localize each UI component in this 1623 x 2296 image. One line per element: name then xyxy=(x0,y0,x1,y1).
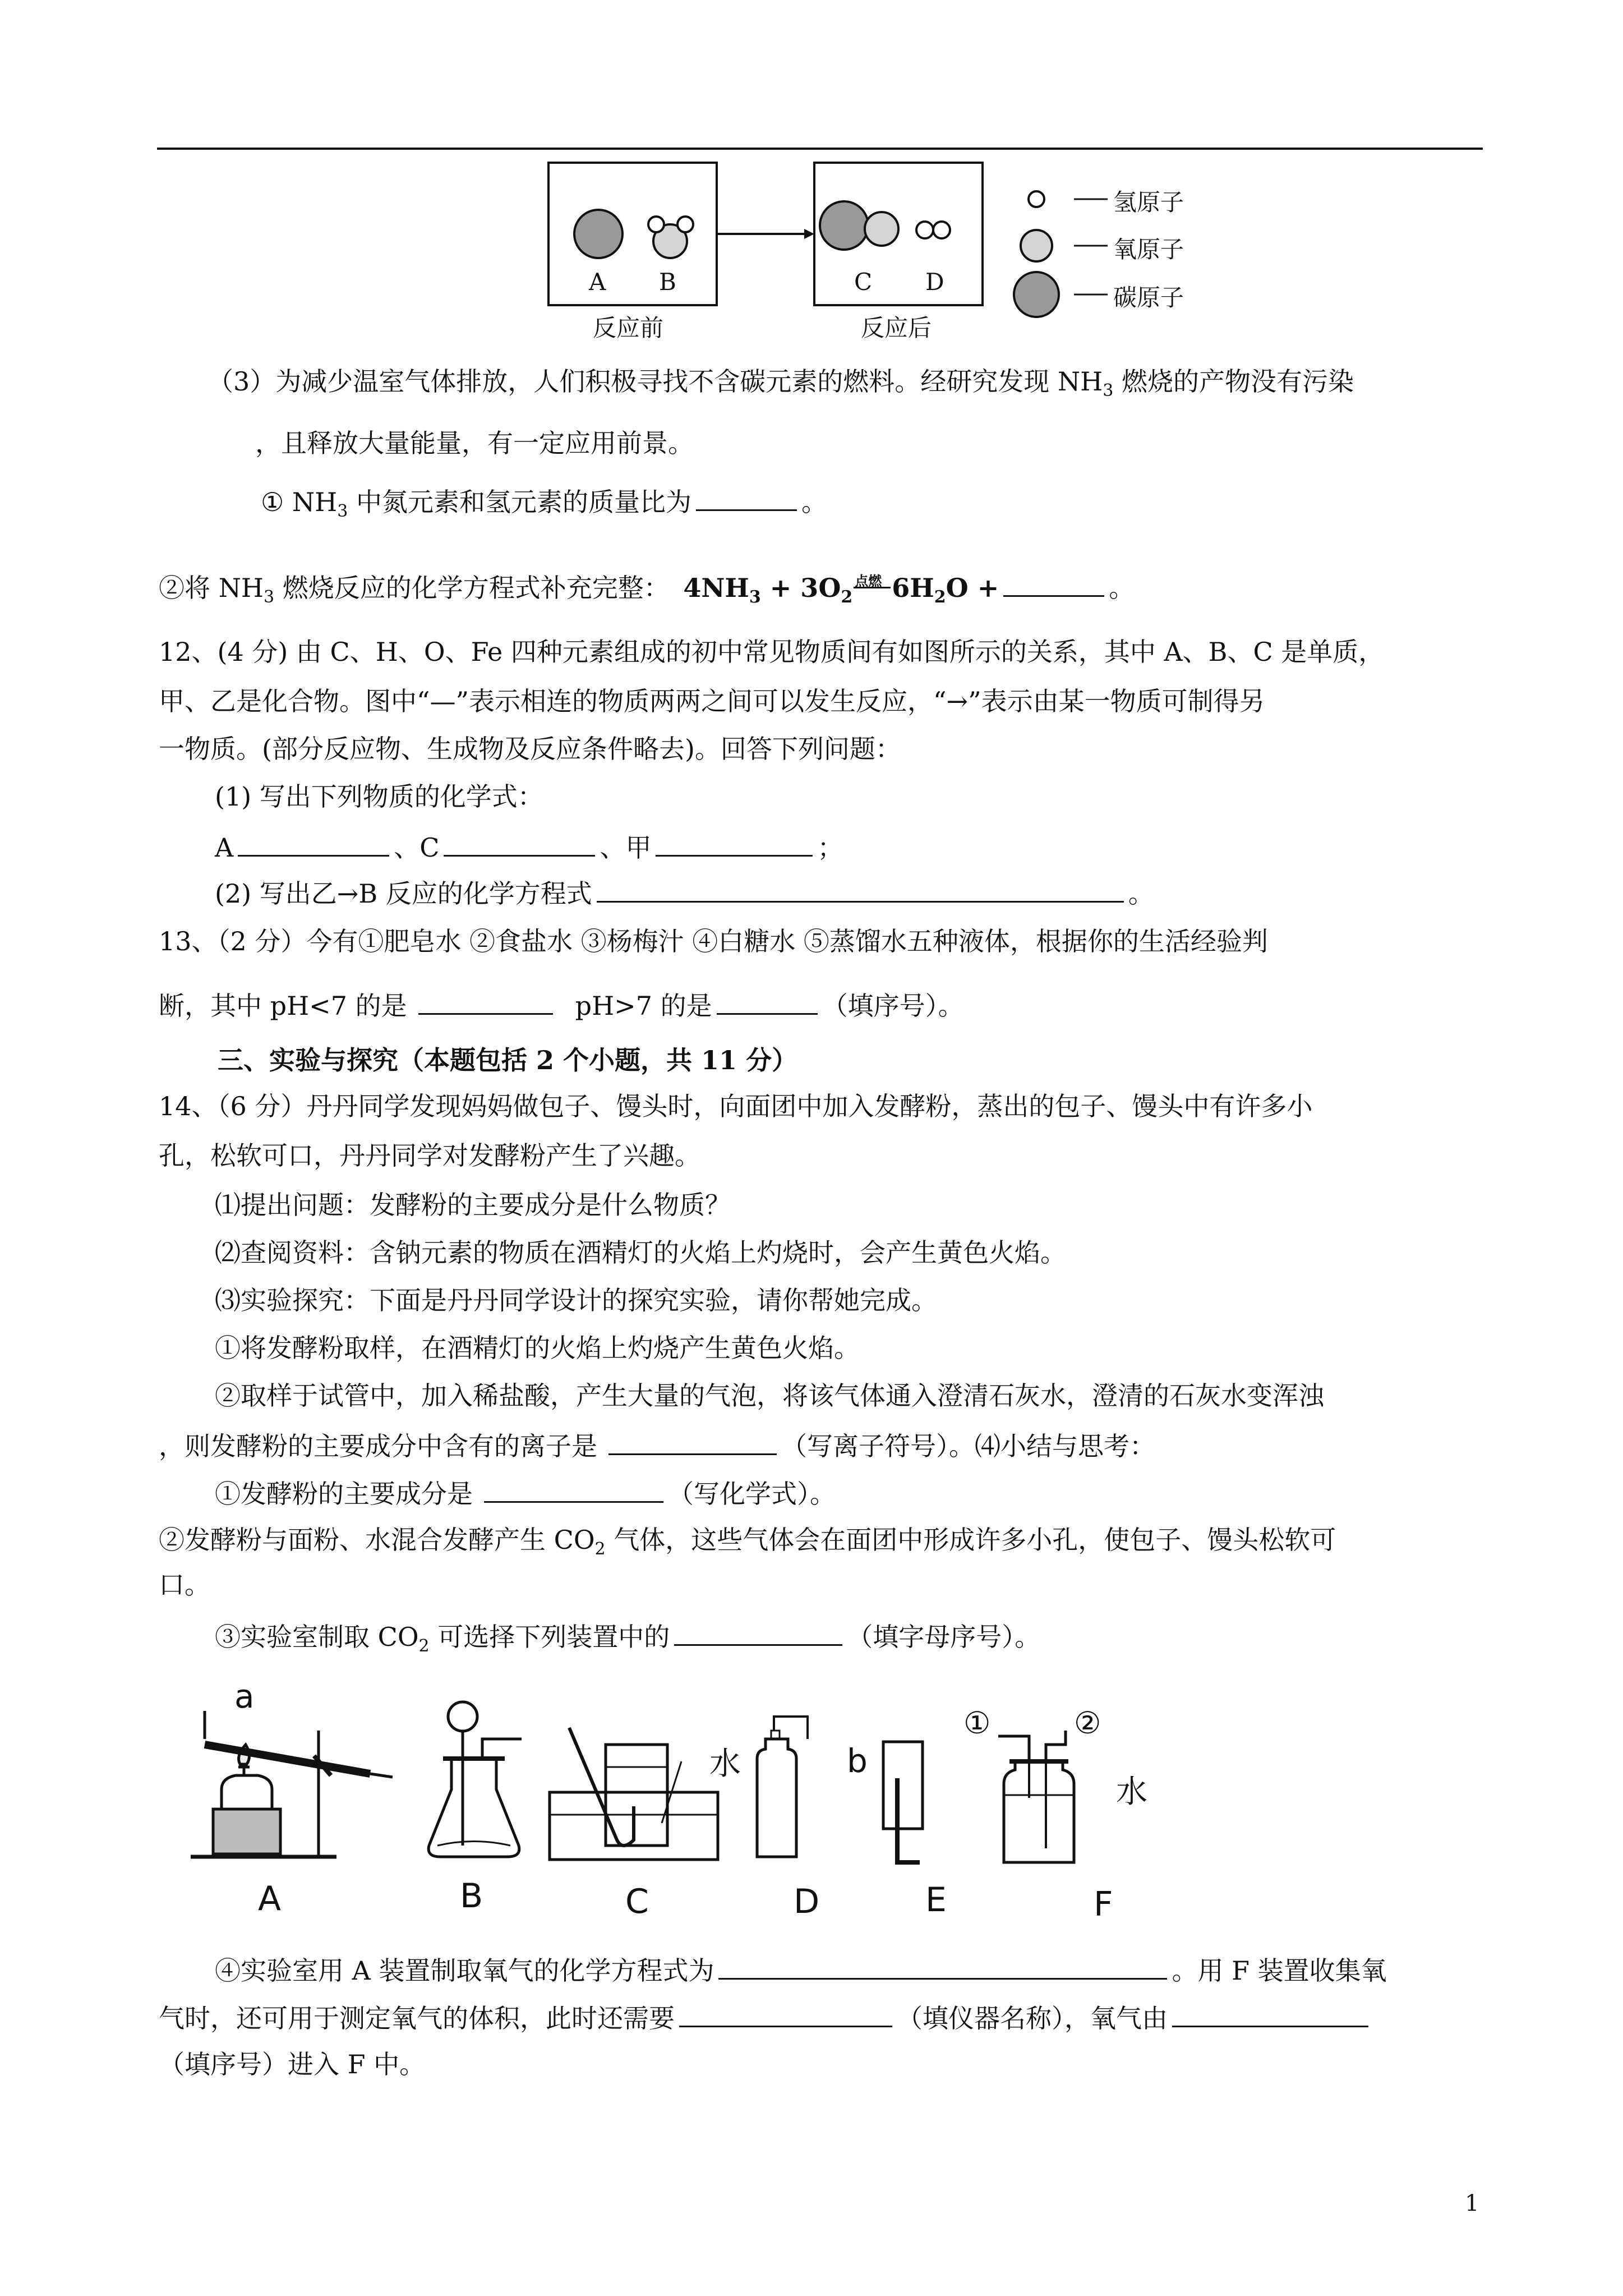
oxygen-atom-c xyxy=(865,212,898,246)
q11-blank-mass-ratio[interactable] xyxy=(696,484,797,511)
q14-p4-3: ③实验室制取 $CO_2$ 可选择下列装置中的 （填字母序号）。 xyxy=(215,1618,1040,1663)
q14-blank-formula[interactable] xyxy=(484,1475,663,1503)
q13-line1: 13、（2 分）今有①肥皂水 ②食盐水 ③杨梅汁 ④白糖水 ⑤蒸馏水五种液体，根据你的生活经验判 xyxy=(159,926,1268,956)
apparatus-d xyxy=(757,1717,808,1857)
q14-blank-port[interactable] xyxy=(1172,2000,1368,2027)
hydrogen-atom-d1 xyxy=(916,222,933,238)
apparatus-c xyxy=(550,1728,718,1860)
label-d: D xyxy=(925,268,944,296)
q12-part1: (1) 写出下列物质的化学式： xyxy=(215,781,543,812)
legend-oxygen-circle xyxy=(1021,230,1052,261)
legend-carbon: 碳原子 xyxy=(1113,284,1184,311)
equation-condition: 点燃 xyxy=(852,574,892,597)
mark-water-f: 水 xyxy=(1116,1774,1147,1810)
hydrogen-atom-d2 xyxy=(933,222,950,238)
q11-intro: （3）为减少温室气体排放，人们积极寻找不含碳元素的燃料。经研究发现 $NH_3$ 燃烧的产物没有污染 xyxy=(208,366,1354,401)
q14-p4-2: ②发酵粉与面粉、水混合发酵产生 $CO_2$ 气体，这些气体会在面团中形成许多小孔，使包子、馒头松软可 xyxy=(159,1525,1336,1559)
carbon-atom-c xyxy=(820,201,868,250)
mark-b: b xyxy=(847,1742,868,1780)
carbon-atom-a xyxy=(574,210,623,258)
q14-p3: ⑶实验探究：下面是丹丹同学设计的探究实验，请你帮她完成。 xyxy=(215,1285,937,1315)
q12-blank-a[interactable] xyxy=(238,829,389,857)
label-b: B xyxy=(659,268,676,296)
mark-water-c: 水 xyxy=(709,1746,741,1782)
apparatus-label-d: D xyxy=(794,1882,820,1921)
q12-blank-equation[interactable] xyxy=(597,875,1124,903)
q14-blank-oxygen-equation[interactable] xyxy=(718,1952,1167,1980)
q11-intro-cont: ，且释放大量能量，有一定应用前景。 xyxy=(255,428,694,458)
apparatus-label-c: C xyxy=(625,1882,649,1921)
caption-after: 反应后 xyxy=(861,314,932,342)
q14-p4-4e: （填序号）进入 F 中。 xyxy=(159,2049,426,2079)
q14-blank-instrument[interactable] xyxy=(679,2000,892,2027)
legend-hydrogen: 氢原子 xyxy=(1113,188,1184,216)
label-a: A xyxy=(589,268,606,296)
header-rule xyxy=(157,148,1483,150)
apparatus-figure xyxy=(179,1677,1245,1941)
reaction-arrow-head xyxy=(804,229,814,239)
hydrogen-atom-b2 xyxy=(677,217,693,232)
q14-p3-2: ②取样于试管中，加入稀盐酸，产生大量的气泡，将该气体通入澄清石灰水，澄清的石灰水变浑浊 xyxy=(215,1381,1324,1411)
q12-line3: 一物质。(部分反应物、生成物及反应条件略去)。回答下列问题： xyxy=(159,734,901,764)
caption-before: 反应前 xyxy=(593,314,664,342)
q14-p1: ⑴提出问题：发酵粉的主要成分是什么物质？ xyxy=(215,1190,731,1220)
q11-sub2: ②将 $NH_3$ 燃烧反应的化学方程式补充完整： $4NH_3 + 3O_2$ 点燃 $6H_2O$ + 。 xyxy=(159,569,1135,614)
q14-p4-1: ①发酵粉的主要成分是 （写化学式）。 xyxy=(215,1475,836,1511)
legend-hydrogen-circle xyxy=(1029,191,1044,207)
q12-line1: 12、(4 分) 由 C、H、O、Fe 四种元素组成的初中常见物质间有如图所示的关系，其中 A、B、C 是单质， xyxy=(159,637,1385,667)
hydrogen-atom-b1 xyxy=(648,217,664,232)
legend-oxygen: 氧原子 xyxy=(1113,236,1184,263)
page-number: 1 xyxy=(1465,2191,1479,2216)
mark-port-1: ① xyxy=(963,1705,991,1741)
q12-line2: 甲、乙是化合物。图中“—”表示相连的物质两两之间可以发生反应，“→”表示由某一物质可制得另 xyxy=(159,686,1265,716)
q12-part2: (2) 写出乙→B 反应的化学方程式 。 xyxy=(215,875,1154,910)
section3-title: 三、实验与探究（本题包括 2 个小题，共 11 分） xyxy=(218,1045,798,1075)
q14-blank-ion[interactable] xyxy=(608,1428,777,1455)
q13-blank-basic[interactable] xyxy=(717,987,818,1015)
molecule-diagram xyxy=(538,157,1223,348)
q14-p3-2b: ，则发酵粉的主要成分中含有的离子是 （写离子符号）。⑷小结与思考： xyxy=(159,1428,1155,1463)
apparatus-e xyxy=(883,1742,923,1862)
apparatus-b xyxy=(428,1702,522,1857)
q11-sub1: ① $NH_3$ 中氮元素和氢元素的质量比为 。 xyxy=(261,484,827,528)
q12-blank-c[interactable] xyxy=(444,829,595,857)
apparatus-label-a: A xyxy=(258,1879,282,1918)
q14-p3-1: ①将发酵粉取样，在酒精灯的火焰上灼烧产生黄色火焰。 xyxy=(215,1333,860,1363)
q14-blank-apparatus[interactable] xyxy=(674,1618,842,1646)
q13-line2: 断，其中 pH<7 的是 pH>7 的是 （填序号）。 xyxy=(159,987,964,1023)
q13-blank-acidic[interactable] xyxy=(418,987,553,1015)
q12-blank-jia[interactable] xyxy=(656,829,813,857)
apparatus-label-b: B xyxy=(460,1876,483,1916)
q12-part1-blanks: A 、C 、甲 ； xyxy=(215,829,843,864)
apparatus-label-e: E xyxy=(925,1880,947,1920)
apparatus-a xyxy=(191,1711,393,1857)
legend-carbon-circle xyxy=(1014,272,1059,317)
q14-p4-4c: 气时，还可用于测定氧气的体积，此时还需要 （填仪器名称），氧气由 xyxy=(159,2000,1373,2035)
apparatus-label-f: F xyxy=(1094,1885,1113,1924)
q14-p4-4: ④实验室用 A 装置制取氧气的化学方程式为 。用 F 装置收集氧 xyxy=(215,1952,1387,1987)
q14-line1: 14、（6 分）丹丹同学发现妈妈做包子、馒头时，向面团中加入发酵粉，蒸出的包子、馒头中有许多小 xyxy=(159,1091,1313,1121)
apparatus-f xyxy=(998,1731,1074,1862)
q11-blank-product[interactable] xyxy=(1003,569,1104,597)
mark-port-2: ② xyxy=(1074,1705,1101,1741)
q14-line2: 孔，松软可口，丹丹同学对发酵粉产生了兴趣。 xyxy=(159,1140,700,1171)
mark-a: a xyxy=(234,1677,255,1715)
q14-p4-2c: 口。 xyxy=(159,1570,210,1600)
q14-p2: ⑵查阅资料：含钠元素的物质在酒精灯的火焰上灼烧时，会产生黄色火焰。 xyxy=(215,1237,1066,1268)
label-c: C xyxy=(854,268,873,296)
